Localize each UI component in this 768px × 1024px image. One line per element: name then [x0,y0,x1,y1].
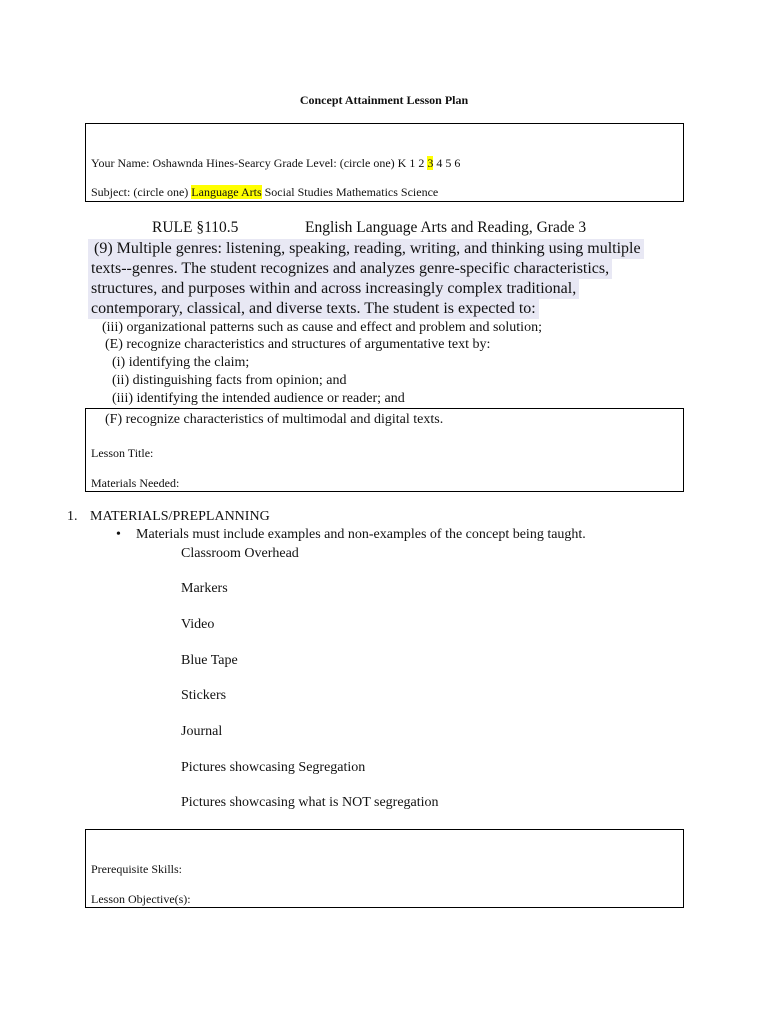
standard-line: contemporary, classical, and diverse texts. The student is expected to: [88,299,539,319]
sub-item: (iii) organizational patterns such as cause and effect and problem and solution; [102,320,542,335]
material-item: Markers [181,581,228,596]
material-item: Journal [181,724,223,739]
sub-item: (iii) identifying the intended audience or reader; and [112,391,405,406]
grade-selected: 3 [427,156,434,170]
rule-title: English Language Arts and Reading, Grade 3 [305,219,587,236]
materials-needed-label: Materials Needed: [91,476,180,490]
subject-rest: Social Studies Mathematics Science [264,185,439,199]
sub-item: (E) recognize characteristics and structures of argumentative text by: [105,337,491,352]
grade-rest: 4 5 6 [436,156,461,170]
page-title: Concept Attainment Lesson Plan [299,93,469,107]
standard-line: texts--genres. The student recognizes and analyzes genre-specific characteristics, [88,259,612,279]
standard-line: (9) Multiple genres: listening, speaking, reading, writing, and thinking using multiple [88,239,644,259]
material-item: Pictures showcasing Segregation [181,760,366,775]
material-item: Classroom Overhead [181,546,299,561]
section-heading: MATERIALS/PREPLANNING [90,509,270,524]
bullet-text: Materials must include examples and non-examples of the concept being taught. [136,527,586,542]
prerequisite-label: Prerequisite Skills: [91,862,182,876]
name-grade-line [91,156,460,171]
subject-selected: Language Arts [191,185,262,199]
rule-number: RULE §110.5 [152,219,239,236]
subject-label: Subject: (circle one) [91,185,189,199]
teacher-info-box [85,123,684,202]
sub-item: (i) identifying the claim; [112,355,250,370]
objectives-label: Lesson Objective(s): [91,892,191,906]
subject-line [91,185,438,200]
name-grade-text: Your Name: Oshawnda Hines-Searcy Grade Level: (circle one) K 1 2 [91,156,425,170]
objectives-box [85,829,684,908]
section-number: 1. [67,509,78,524]
material-item: Blue Tape [181,653,238,668]
material-item: Stickers [181,688,227,703]
sub-item: (ii) distinguishing facts from opinion; and [112,373,347,388]
lesson-info-box [85,408,684,492]
lesson-title-label: Lesson Title: [91,446,154,460]
material-item: Video [181,617,215,632]
bullet-icon: • [116,527,121,542]
material-item: Pictures showcasing what is NOT segregation [181,795,439,810]
item-f: (F) recognize characteristics of multimodal and digital texts. [105,412,444,427]
standard-line: structures, and purposes within and across increasingly complex traditional, [88,279,579,299]
